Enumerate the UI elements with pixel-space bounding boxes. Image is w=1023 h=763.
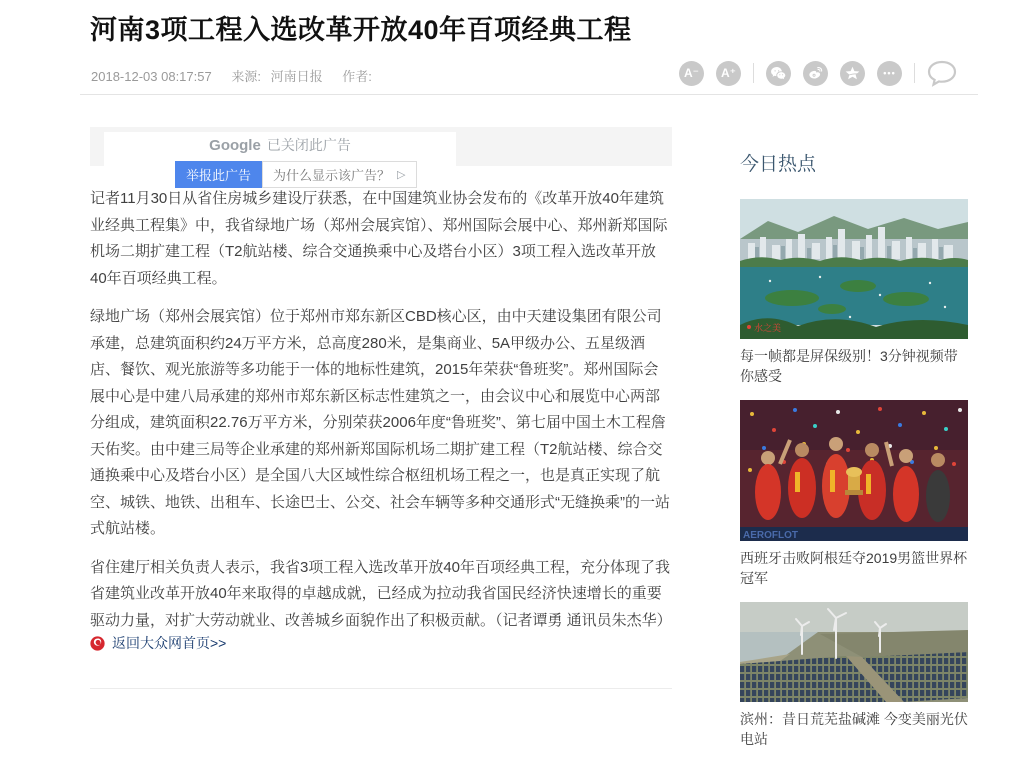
hot-item-solar-farm[interactable] (740, 602, 968, 749)
font-decrease-icon[interactable]: A⁻ (679, 61, 704, 86)
ad-buttons-row (175, 161, 456, 188)
hot-today-sidebar (740, 149, 968, 763)
hot-item-caption[interactable]: 西班牙击败阿根廷夺2019男篮世界杯冠军 (740, 550, 968, 586)
author-label: 作者: (342, 69, 372, 84)
hot-item-image-solar-farm[interactable] (740, 602, 968, 702)
header-divider (80, 94, 978, 95)
why-this-ad-label: 为什么显示该广告？ (273, 168, 391, 183)
article-bottom-divider (90, 688, 672, 689)
hot-item-lake-city[interactable] (740, 199, 968, 386)
dazhong-logo-icon (90, 636, 105, 651)
hot-item-caption[interactable]: 滨州：昔日荒芜盐碱滩 今变美丽光伏电站 (740, 711, 968, 747)
font-increase-icon[interactable]: A⁺ (716, 61, 741, 86)
toolbar-divider (914, 63, 915, 83)
article-title: 河南3项工程入选改革开放40年百项经典工程 (90, 15, 632, 45)
article-body (90, 186, 672, 646)
source-value: 河南日报 (270, 69, 323, 84)
report-ad-button[interactable]: 举报此广告 (175, 161, 262, 188)
qzone-star-share-icon[interactable] (840, 61, 865, 86)
weibo-share-icon[interactable] (803, 61, 828, 86)
courtside-ad-text: AEROFLOT (743, 530, 798, 541)
comment-icon[interactable] (927, 60, 957, 87)
share-toolbar (679, 59, 957, 87)
back-to-home-link[interactable] (90, 633, 226, 653)
toolbar-divider (753, 63, 754, 83)
hot-item-image-basketball[interactable] (740, 400, 968, 541)
google-logo: Google (209, 137, 261, 154)
back-to-home-label: 返回大众网首页>> (112, 635, 227, 651)
hot-item-image-lake-city[interactable] (740, 199, 968, 339)
why-this-ad-button[interactable] (262, 161, 416, 188)
article-paragraph: 记者11月30日从省住房城乡建设厅获悉，在中国建筑业协会发布的《改革开放40年建筑业经典工程集》中，我省绿地广场（郑州会展宾馆）、郑州国际会展中心、郑州新郑国际机场二期扩建工程（T2航站楼、综合交通换乘中心及塔台小区）3项工程入选改革开放40年百项经典工程。 (90, 190, 668, 287)
hot-item-caption[interactable]: 每一帧都是屏保级别！3分钟视频带你感受 (740, 348, 958, 384)
hot-today-title: 今日热点 (740, 154, 817, 175)
ad-closed-message (104, 135, 456, 155)
google-ad-closed-box (104, 132, 456, 188)
wechat-share-icon[interactable] (766, 61, 791, 86)
video-watermark: 水之美 (754, 323, 782, 333)
article-paragraph: 绿地广场（郑州会展宾馆）位于郑州市郑东新区CBD核心区，由中天建设集团有限公司承建，总建筑面积约24万平方米，总高度280米，是集商业、5A甲级办公、五星级酒店、餐饮、观光旅游等多功能于一体的地标性建筑，2015年荣获“鲁班奖”。郑州国际会展中心是中建八局承建的郑州市郑东新区标志性建筑之一，由会议中心和展览中心两部分组成，建筑面积22.76万平方米，分别荣获2006年度“鲁班奖”、第七届中国土木工程詹天佑奖。由中建三局等企业承建的郑州新郑国际机场二期扩建工程（T2航站楼、综合交通换乘中心及塔台小区）是全国八大区域性综合枢纽机场工程之一，也是真正实现了航空、城铁、地铁、出租车、长途巴士、公交、社会车辆等多种交通形式“无缝换乘”的一站式航站楼。 (90, 308, 670, 537)
more-share-icon[interactable]: ••• (877, 61, 902, 86)
ad-closed-text: 已关闭此广告 (266, 137, 351, 153)
source-label: 来源: (231, 69, 261, 84)
publish-datetime: 2018-12-03 08:17:57 (91, 69, 212, 84)
hot-item-basketball[interactable] (740, 400, 968, 588)
article-paragraph: 省住建厅相关负责人表示，我省3项工程入选改革开放40年百项经典工程，充分体现了我省建筑业改革开放40年来取得的卓越成就，已经成为拉动我省国民经济快速增长的重要驱动力量，对扩大劳动就业、改善城乡面貌作出了积极贡献。（记者谭勇 通讯员朱杰华） (90, 558, 672, 629)
adchoices-icon: ▷ (397, 169, 406, 181)
article-meta (91, 66, 378, 85)
